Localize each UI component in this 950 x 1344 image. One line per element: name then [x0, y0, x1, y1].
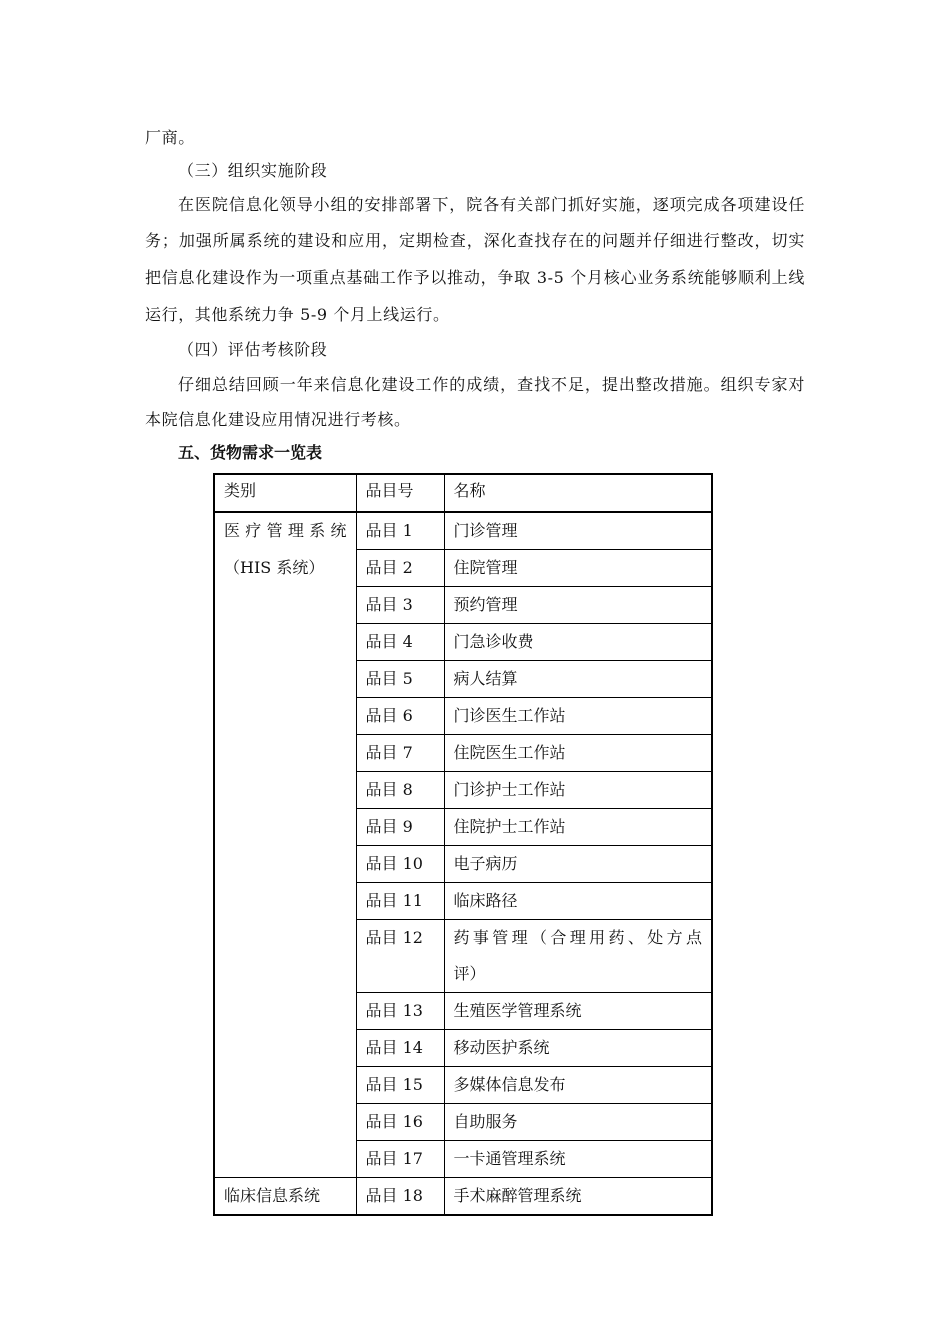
table-row [214, 661, 712, 698]
category-cell [214, 809, 356, 846]
table-row [214, 1141, 712, 1178]
paragraph-line: 在医院信息化领导小组的安排部署下，院各有关部门抓好实施，逐项完成各项建设任 [178, 195, 805, 214]
category-cell [214, 1141, 356, 1178]
table-row [214, 624, 712, 661]
item-name-cell: 自助服务 [444, 1104, 712, 1141]
item-number-cell: 品目 14 [356, 1030, 444, 1067]
category-cell [214, 1067, 356, 1104]
item-name-line: 药事管理（合理用药、处方点 [453, 928, 702, 947]
item-number-cell: 品目 18 [356, 1178, 444, 1216]
header-category: 类别 [214, 474, 356, 512]
header-item-number: 品目号 [356, 474, 444, 512]
item-number-cell: 品目 10 [356, 846, 444, 883]
item-name-cell [444, 920, 712, 993]
item-number-cell: 品目 5 [356, 661, 444, 698]
item-number-cell: 品目 8 [356, 772, 444, 809]
category-cell [214, 772, 356, 809]
paragraph-line: 本院信息化建设应用情况进行考核。 [145, 410, 411, 429]
category-cell [214, 624, 356, 661]
table-row [214, 993, 712, 1030]
table-row [214, 1104, 712, 1141]
table-row [214, 772, 712, 809]
table-row [214, 883, 712, 920]
item-number-cell: 品目 11 [356, 883, 444, 920]
paragraph-line: 把信息化建设作为一项重点基础工作予以推动，争取 3-5 个月核心业务系统能够顺利上线 [145, 268, 805, 287]
table-row [214, 920, 712, 993]
paragraph-line: 仔细总结回顾一年来信息化建设工作的成绩，查找不足，提出整改措施。组织专家对 [178, 375, 805, 394]
item-name-cell: 住院护士工作站 [444, 809, 712, 846]
category-cell [214, 883, 356, 920]
item-name-cell: 临床路径 [444, 883, 712, 920]
category-cell: （HIS 系统） [214, 550, 356, 587]
table-row [214, 512, 712, 550]
goods-requirement-table [213, 473, 713, 1216]
table-header-row [214, 474, 712, 512]
item-name-cell: 门诊管理 [444, 512, 712, 550]
table-row [214, 587, 712, 624]
item-name-line: 评） [453, 964, 486, 983]
header-name: 名称 [444, 474, 712, 512]
table-row [214, 846, 712, 883]
table-row [214, 550, 712, 587]
category-cell [214, 1104, 356, 1141]
item-name-cell: 电子病历 [444, 846, 712, 883]
item-number-cell: 品目 12 [356, 920, 444, 993]
paragraph-line: 运行，其他系统力争 5-9 个月上线运行。 [145, 305, 450, 324]
item-number-cell: 品目 6 [356, 698, 444, 735]
category-cell [214, 920, 356, 993]
category-cell [214, 512, 356, 550]
table-row [214, 1178, 712, 1216]
category-cell [214, 587, 356, 624]
paragraph-line: 务；加强所属系统的建设和应用，定期检查，深化查找存在的问题并仔细进行整改，切实 [145, 231, 805, 250]
item-name-cell: 一卡通管理系统 [444, 1141, 712, 1178]
item-name-cell: 移动医护系统 [444, 1030, 712, 1067]
category-cell [214, 735, 356, 772]
category-cell [214, 993, 356, 1030]
item-name-cell: 门急诊收费 [444, 624, 712, 661]
category-cell [214, 1030, 356, 1067]
item-name-cell: 多媒体信息发布 [444, 1067, 712, 1104]
item-name-cell: 住院管理 [444, 550, 712, 587]
item-number-cell: 品目 17 [356, 1141, 444, 1178]
item-number-cell: 品目 1 [356, 512, 444, 550]
item-number-cell: 品目 16 [356, 1104, 444, 1141]
category-label: 医疗管理系统 [224, 521, 347, 540]
item-number-cell: 品目 3 [356, 587, 444, 624]
item-number-cell: 品目 15 [356, 1067, 444, 1104]
item-name-cell: 病人结算 [444, 661, 712, 698]
category-cell [214, 661, 356, 698]
table-row [214, 698, 712, 735]
item-number-cell: 品目 4 [356, 624, 444, 661]
item-name-cell: 手术麻醉管理系统 [444, 1178, 712, 1216]
item-name-cell: 住院医生工作站 [444, 735, 712, 772]
section-heading: 五、货物需求一览表 [178, 443, 323, 462]
category-cell [214, 698, 356, 735]
item-number-cell: 品目 7 [356, 735, 444, 772]
item-number-cell: 品目 2 [356, 550, 444, 587]
paragraph-line: 厂商。 [145, 128, 195, 147]
item-number-cell: 品目 9 [356, 809, 444, 846]
item-name-cell: 门诊医生工作站 [444, 698, 712, 735]
table-row [214, 1030, 712, 1067]
category-cell: 临床信息系统 [214, 1178, 356, 1216]
table-row [214, 735, 712, 772]
category-cell [214, 846, 356, 883]
subheading-evaluation: （四）评估考核阶段 [178, 340, 328, 359]
table-row [214, 1067, 712, 1104]
item-name-cell: 门诊护士工作站 [444, 772, 712, 809]
item-name-cell: 生殖医学管理系统 [444, 993, 712, 1030]
table-row [214, 809, 712, 846]
item-number-cell: 品目 13 [356, 993, 444, 1030]
subheading-implementation: （三）组织实施阶段 [178, 161, 328, 180]
item-name-cell: 预约管理 [444, 587, 712, 624]
